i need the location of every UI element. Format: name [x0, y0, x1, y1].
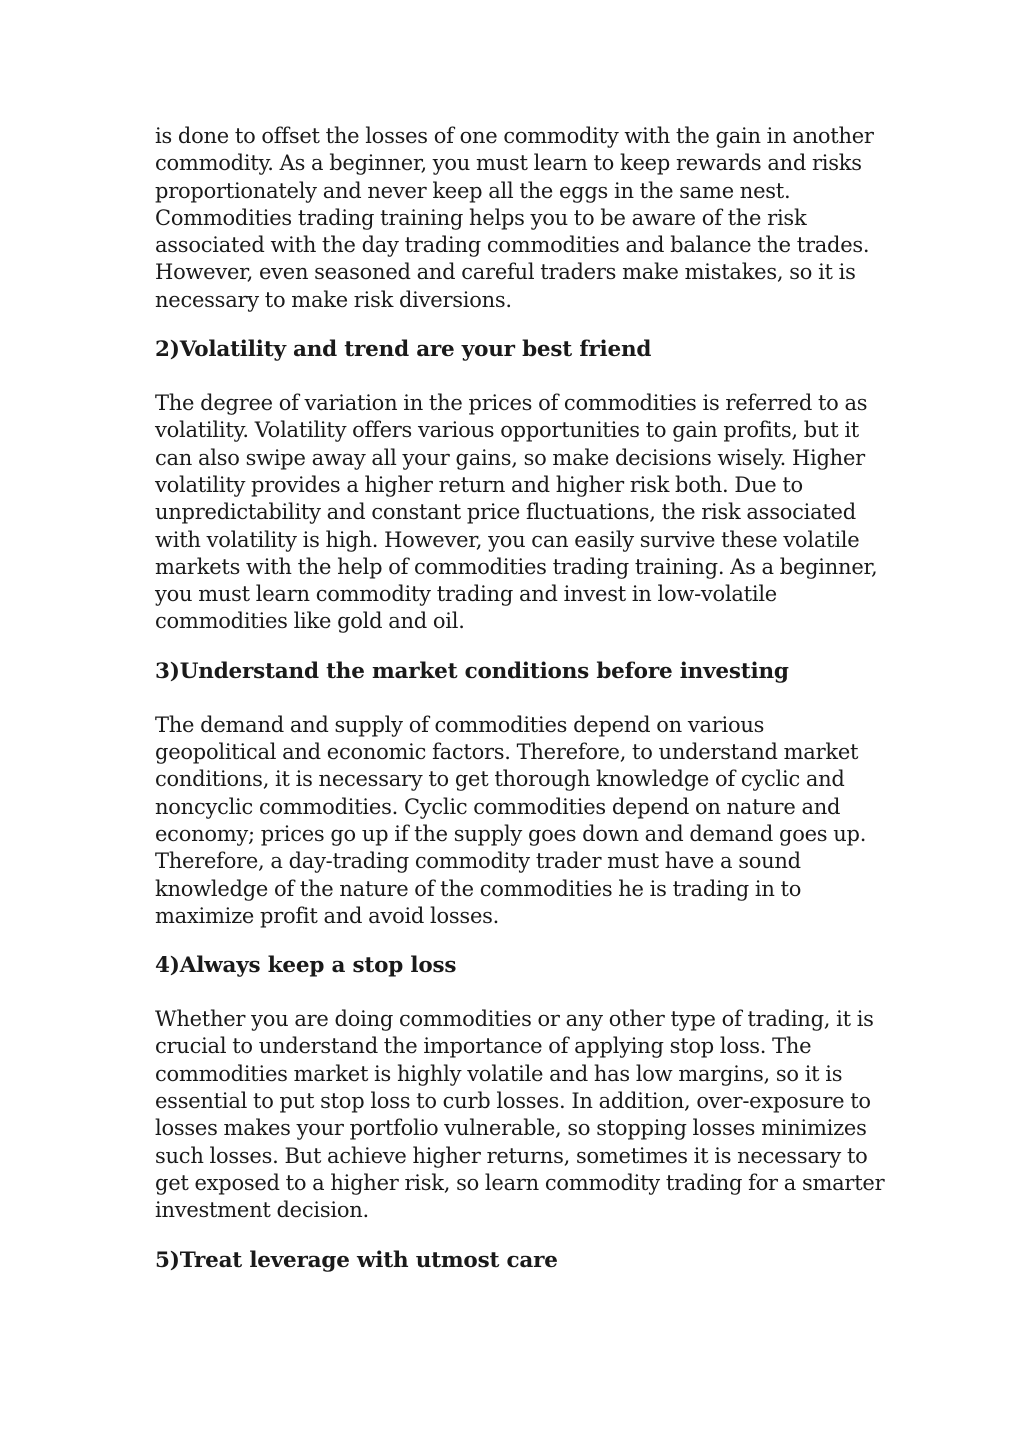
spacer — [155, 1225, 885, 1247]
spacer — [155, 314, 885, 336]
spacer — [155, 930, 885, 952]
section-heading-market-conditions: 3)Understand the market conditions before investing — [155, 658, 789, 684]
section-body-volatility: The degree of variation in the prices of commodities is referred to as volatility. Volatility offers various opportunities to gain profits, but it can also swipe away all your gains, so make decisions wisely. Higher volatility provides a higher return and higher risk both. Due to unpredictability and constant price fluctuations, the risk associated with volatility is high. However, you can easily survive these volatile markets with the help of commodities trading training. As a beginner, you must learn commodity trading and invest in low-volatile commodities like gold and oil. — [155, 391, 878, 634]
spacer — [155, 979, 885, 1006]
document-page — [155, 123, 885, 1274]
section-heading-leverage: 5)Treat leverage with utmost care — [155, 1247, 558, 1273]
section-heading-stop-loss: 4)Always keep a stop loss — [155, 953, 457, 979]
section-heading-volatility: 2)Volatility and trend are your best friend — [155, 337, 652, 363]
section-body-market-conditions: The demand and supply of commodities depend on various geopolitical and economic factors. Therefore, to understand market conditions, it is necessary to get thorough knowledge of cyclic and noncyclic commodities. Cyclic commodities depend on nature and economy; prices go up if the supply goes down and demand goes up. Therefore, a day-trading commodity trader must have a sound knowledge of the nature of the commodities he is trading in to maximize profit and avoid losses. — [155, 712, 867, 928]
section-body-stop-loss: Whether you are doing commodities or any other type of trading, it is crucial to understand the importance of applying stop loss. The commodities market is highly volatile and has low margins, so it is essential to put stop loss to curb losses. In addition, over-exposure to losses makes your portfolio vulnerable, so stopping losses minimizes such losses. But achieve higher returns, sometimes it is necessary to get exposed to a higher risk, so learn commodity trading for a smarter investment decision. — [155, 1007, 885, 1223]
spacer — [155, 636, 885, 658]
intro-paragraph: is done to offset the losses of one commodity with the gain in another commodity. As a beginner, you must learn to keep rewards and risks proportionately and never keep all the eggs in the same nest. Commodities trading training helps you to be aware of the risk associated with the day trading commodities and balance the trades. However, even seasoned and careful traders make mistakes, so it is necessary to make risk diversions. — [155, 124, 874, 312]
spacer — [155, 363, 885, 390]
spacer — [155, 685, 885, 712]
